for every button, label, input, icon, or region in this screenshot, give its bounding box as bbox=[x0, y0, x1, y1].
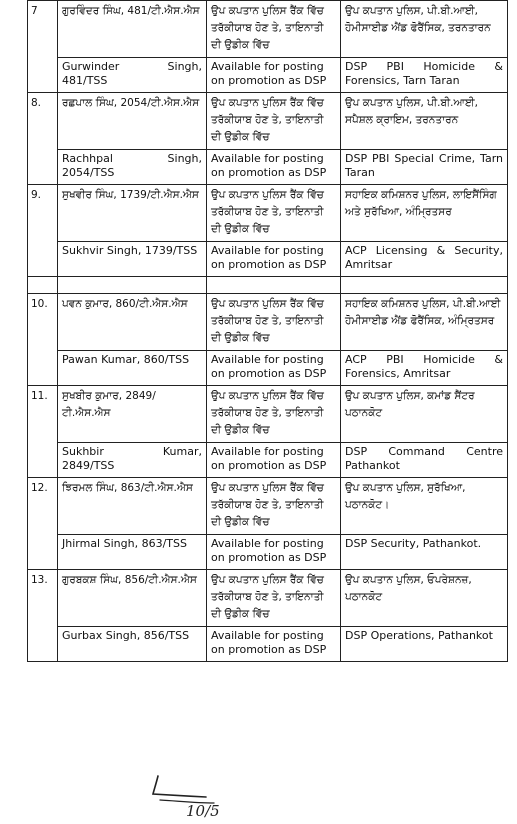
status-english-text: Available for posting on promotion as DSP bbox=[211, 629, 327, 656]
posting-punjabi bbox=[341, 93, 508, 150]
status-punjabi bbox=[207, 93, 341, 150]
posting-english-text: DSP PBI Special Crime, Tarn Taran bbox=[345, 152, 503, 179]
table-row-english bbox=[28, 535, 508, 570]
serial-number-text: 10. bbox=[31, 298, 48, 310]
spacer-cell bbox=[341, 277, 508, 294]
serial-number-text: 11. bbox=[31, 390, 48, 402]
serial-number-text: 12. bbox=[31, 482, 48, 494]
status-english-text: Available for posting on promotion as DSP bbox=[211, 353, 327, 380]
status-punjabi-text: ਉਪ ਕਪਤਾਨ ਪੁਲਿਸ ਰੈਂਕ ਵਿੱਚ ਤਰੱਕੀਯਾਬ ਹੋਣ ਤੇ, ਤਾਇਨਾਤੀ ਦੀ ਉਡੀਕ ਵਿੱਚ bbox=[211, 5, 324, 51]
status-punjabi bbox=[207, 570, 341, 627]
serial-number bbox=[28, 1, 58, 93]
serial-number-text: 7 bbox=[31, 5, 38, 17]
officer-name-punjabi-text: ਸੁਖਬੀਰ ਕੁਮਾਰ, 2849/ਟੀ.ਐਸ.ਐਸ bbox=[62, 390, 156, 419]
table-row-english bbox=[28, 150, 508, 185]
posting-punjabi-text: ਉਪ ਕਪਤਾਨ ਪੁਲਿਸ, ਸੁਰੱਖਿਆ, ਪਠਾਨਕੋਟ। bbox=[345, 482, 466, 511]
officer-name-english-text: Gurbax Singh, 856/TSS bbox=[62, 629, 190, 642]
posting-punjabi-text: ਉਪ ਕਪਤਾਨ ਪੁਲਿਸ, ਪੀ.ਬੀ.ਆਈ, ਸਪੈਸ਼ਲ ਕ੍ਰਾਇਮ, ਤਰਨਤਾਰਨ bbox=[345, 97, 479, 126]
status-english bbox=[207, 150, 341, 185]
posting-punjabi-text: ਸਹਾਇਕ ਕਮਿਸ਼ਨਰ ਪੁਲਿਸ, ਪੀ.ਬੀ.ਆਈ ਹੋਮੀਸਾਈਡ ਐਂਡ ਫੋਰੈਂਸਿਕ, ਅੰਮ੍ਰਿਤਸਰ bbox=[345, 298, 501, 327]
spacer-cell bbox=[207, 277, 341, 294]
status-english bbox=[207, 443, 341, 478]
table-row-english bbox=[28, 627, 508, 662]
serial-number bbox=[28, 294, 58, 386]
officer-name-punjabi bbox=[58, 93, 207, 150]
status-english-text: Available for posting on promotion as DSP bbox=[211, 244, 327, 271]
officer-name-english bbox=[58, 443, 207, 478]
serial-number-text: 13. bbox=[31, 574, 48, 586]
status-english-text: Available for posting on promotion as DSP bbox=[211, 445, 327, 472]
status-punjabi-text: ਉਪ ਕਪਤਾਨ ਪੁਲਿਸ ਰੈਂਕ ਵਿੱਚ ਤਰੱਕੀਯਾਬ ਹੋਣ ਤੇ, ਤਾਇਨਾਤੀ ਦੀ ਉਡੀਕ ਵਿੱਚ bbox=[211, 482, 324, 528]
posting-punjabi-text: ਉਪ ਕਪਤਾਨ ਪੁਲਿਸ, ਓਪਰੇਸ਼ਨਜ਼, ਪਠਾਨਕੋਟ bbox=[345, 574, 472, 603]
table-row-punjabi bbox=[28, 93, 508, 150]
posting-english-text: ACP Licensing & Security, Amritsar bbox=[345, 244, 503, 271]
spacer-cell bbox=[28, 277, 58, 294]
posting-english bbox=[341, 351, 508, 386]
status-english bbox=[207, 58, 341, 93]
posting-english bbox=[341, 150, 508, 185]
status-punjabi-text: ਉਪ ਕਪਤਾਨ ਪੁਲਿਸ ਰੈਂਕ ਵਿੱਚ ਤਰੱਕੀਯਾਬ ਹੋਣ ਤੇ, ਤਾਇਨਾਤੀ ਦੀ ਉਡੀਕ ਵਿੱਚ bbox=[211, 298, 324, 344]
status-english bbox=[207, 242, 341, 277]
posting-punjabi bbox=[341, 185, 508, 242]
officer-name-english bbox=[58, 351, 207, 386]
status-english bbox=[207, 535, 341, 570]
officer-name-english-text: Sukhbir Kumar, 2849/TSS bbox=[62, 445, 202, 472]
svg-text:10/5: 10/5 bbox=[186, 802, 220, 820]
table-row-english bbox=[28, 58, 508, 93]
officer-name-english bbox=[58, 150, 207, 185]
posting-english-text: DSP PBI Homicide & Forensics, Tarn Taran bbox=[345, 60, 503, 87]
posting-table bbox=[27, 0, 508, 662]
status-punjabi-text: ਉਪ ਕਪਤਾਨ ਪੁਲਿਸ ਰੈਂਕ ਵਿੱਚ ਤਰੱਕੀਯਾਬ ਹੋਣ ਤੇ, ਤਾਇਨਾਤੀ ਦੀ ਉਡੀਕ ਵਿੱਚ bbox=[211, 189, 324, 235]
status-english-text: Available for posting on promotion as DSP bbox=[211, 537, 327, 564]
officer-name-punjabi bbox=[58, 185, 207, 242]
status-punjabi bbox=[207, 294, 341, 351]
posting-punjabi bbox=[341, 478, 508, 535]
table-row-english bbox=[28, 351, 508, 386]
officer-name-punjabi bbox=[58, 294, 207, 351]
officer-name-punjabi-text: ਗੁਰਵਿੰਦਰ ਸਿੰਘ, 481/ਟੀ.ਐਸ.ਐਸ bbox=[62, 5, 200, 17]
posting-english bbox=[341, 535, 508, 570]
serial-number bbox=[28, 93, 58, 185]
officer-name-punjabi bbox=[58, 1, 207, 58]
status-punjabi-text: ਉਪ ਕਪਤਾਨ ਪੁਲਿਸ ਰੈਂਕ ਵਿੱਚ ਤਰੱਕੀਯਾਬ ਹੋਣ ਤੇ, ਤਾਇਨਾਤੀ ਦੀ ਉਡੀਕ ਵਿੱਚ bbox=[211, 97, 324, 143]
officer-name-punjabi-text: ਰਛਪਾਲ ਸਿੰਘ, 2054/ਟੀ.ਐਸ.ਐਸ bbox=[62, 97, 200, 109]
posting-punjabi bbox=[341, 386, 508, 443]
serial-number bbox=[28, 386, 58, 478]
officer-name-punjabi bbox=[58, 386, 207, 443]
posting-english bbox=[341, 627, 508, 662]
status-punjabi bbox=[207, 185, 341, 242]
table-row-punjabi bbox=[28, 1, 508, 58]
posting-punjabi bbox=[341, 570, 508, 627]
officer-name-english-text: Jhirmal Singh, 863/TSS bbox=[62, 537, 187, 550]
posting-english bbox=[341, 242, 508, 277]
officer-name-english bbox=[58, 535, 207, 570]
posting-english-text: ACP PBI Homicide & Forensics, Amritsar bbox=[345, 353, 503, 380]
officer-name-punjabi-text: ਗੁਰਬਕਸ਼ ਸਿੰਘ, 856/ਟੀ.ਐਸ.ਐਸ bbox=[62, 574, 197, 586]
status-english bbox=[207, 351, 341, 386]
posting-punjabi bbox=[341, 294, 508, 351]
posting-english-text: DSP Command Centre Pathankot bbox=[345, 445, 503, 472]
table-row-punjabi bbox=[28, 478, 508, 535]
officer-name-english-text: Sukhvir Singh, 1739/TSS bbox=[62, 244, 198, 257]
status-punjabi bbox=[207, 478, 341, 535]
officer-name-punjabi-text: ਪਵਨ ਕੁਮਾਰ, 860/ਟੀ.ਐਸ.ਐਸ bbox=[62, 298, 188, 310]
table-row-punjabi bbox=[28, 570, 508, 627]
status-punjabi bbox=[207, 386, 341, 443]
table-row-spacer bbox=[28, 277, 508, 294]
status-english-text: Available for posting on promotion as DSP bbox=[211, 60, 327, 87]
table-row-punjabi bbox=[28, 386, 508, 443]
posting-punjabi bbox=[341, 1, 508, 58]
serial-number bbox=[28, 570, 58, 662]
officer-name-english bbox=[58, 242, 207, 277]
officer-name-english-text: Gurwinder Singh, 481/TSS bbox=[62, 60, 202, 87]
officer-name-english-text: Pawan Kumar, 860/TSS bbox=[62, 353, 190, 366]
posting-table-body bbox=[28, 1, 508, 662]
serial-number-text: 8. bbox=[31, 97, 42, 109]
posting-english-text: DSP Operations, Pathankot bbox=[345, 629, 493, 642]
officer-name-punjabi bbox=[58, 570, 207, 627]
officer-name-punjabi-text: ਸੁਖਵੀਰ ਸਿੰਘ, 1739/ਟੀ.ਐਸ.ਐਸ bbox=[62, 189, 199, 201]
posting-english bbox=[341, 58, 508, 93]
handwritten-signature bbox=[148, 770, 243, 820]
table-row-english bbox=[28, 443, 508, 478]
posting-punjabi-text: ਸਹਾਇਕ ਕਮਿਸ਼ਨਰ ਪੁਲਿਸ, ਲਾਇਸੈਂਸਿੰਗ ਅਤੇ ਸੁਰੱਖਿਆ, ਅੰਮ੍ਰਿਤਸਰ bbox=[345, 189, 497, 218]
officer-name-english bbox=[58, 58, 207, 93]
status-english bbox=[207, 627, 341, 662]
serial-number bbox=[28, 478, 58, 570]
status-punjabi-text: ਉਪ ਕਪਤਾਨ ਪੁਲਿਸ ਰੈਂਕ ਵਿੱਚ ਤਰੱਕੀਯਾਬ ਹੋਣ ਤੇ, ਤਾਇਨਾਤੀ ਦੀ ਉਡੀਕ ਵਿੱਚ bbox=[211, 574, 324, 620]
posting-english-text: DSP Security, Pathankot. bbox=[345, 537, 482, 550]
table-row-punjabi bbox=[28, 294, 508, 351]
posting-punjabi-text: ਉਪ ਕਪਤਾਨ ਪੁਲਿਸ, ਕਮਾਂਡ ਸੈਂਟਰ ਪਠਾਨਕੋਟ bbox=[345, 390, 475, 419]
status-punjabi-text: ਉਪ ਕਪਤਾਨ ਪੁਲਿਸ ਰੈਂਕ ਵਿੱਚ ਤਰੱਕੀਯਾਬ ਹੋਣ ਤੇ, ਤਾਇਨਾਤੀ ਦੀ ਉਡੀਕ ਵਿੱਚ bbox=[211, 390, 324, 436]
status-english-text: Available for posting on promotion as DSP bbox=[211, 152, 327, 179]
posting-punjabi-text: ਉਪ ਕਪਤਾਨ ਪੁਲਿਸ, ਪੀ.ਬੀ.ਆਈ, ਹੋਮੀਸਾਈਡ ਐਂਡ ਫੋਰੈਂਸਿਕ, ਤਰਨਤਾਰਨ bbox=[345, 5, 491, 34]
table-row-english bbox=[28, 242, 508, 277]
table-row-punjabi bbox=[28, 185, 508, 242]
officer-name-english-text: Rachhpal Singh, 2054/TSS bbox=[62, 152, 202, 179]
officer-name-english bbox=[58, 627, 207, 662]
posting-english bbox=[341, 443, 508, 478]
status-punjabi bbox=[207, 1, 341, 58]
serial-number-text: 9. bbox=[31, 189, 42, 201]
spacer-cell bbox=[58, 277, 207, 294]
officer-name-punjabi bbox=[58, 478, 207, 535]
serial-number bbox=[28, 185, 58, 277]
officer-name-punjabi-text: ਝਿਰਮਲ ਸਿੰਘ, 863/ਟੀ.ਐਸ.ਐਸ bbox=[62, 482, 193, 494]
